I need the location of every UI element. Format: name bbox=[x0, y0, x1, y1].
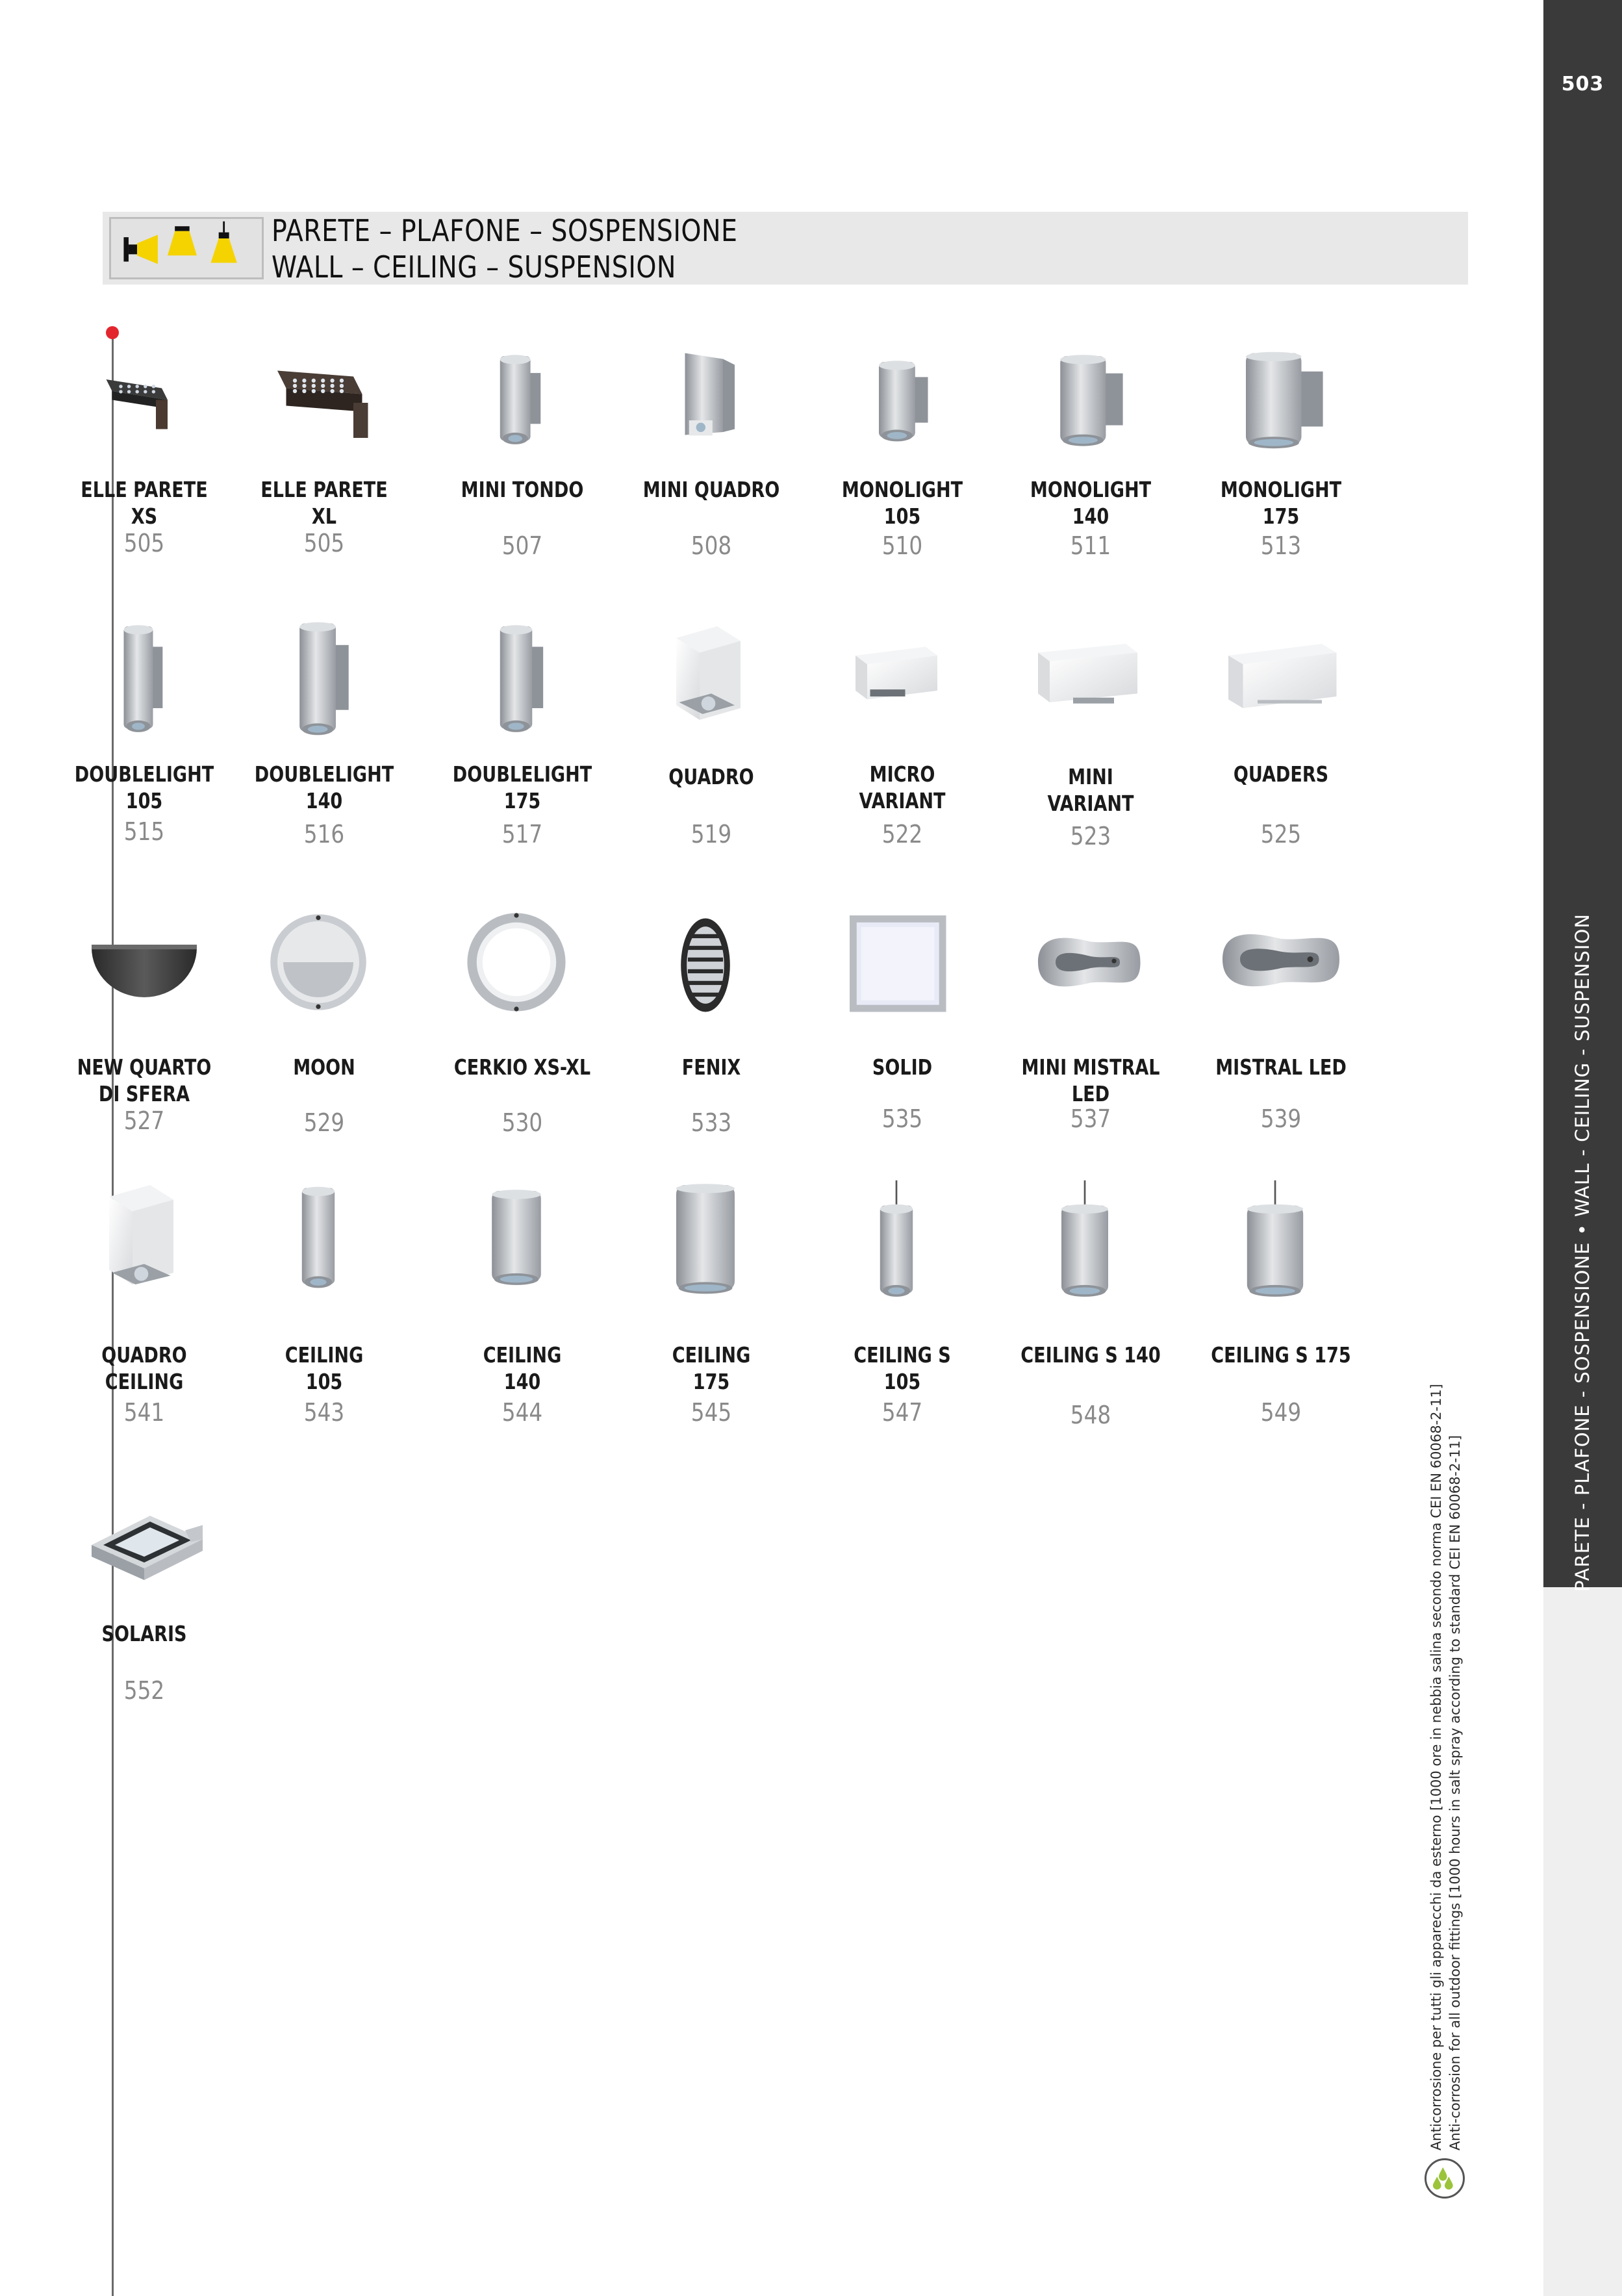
product-page-number: 547 bbox=[881, 1398, 923, 1427]
product-page-number: 515 bbox=[123, 817, 165, 846]
product-name: MOON bbox=[293, 1054, 355, 1080]
product-page-number: 541 bbox=[123, 1398, 165, 1427]
mini-variant-icon bbox=[1032, 617, 1149, 741]
product-name: CEILING 140 bbox=[483, 1342, 562, 1394]
product-page-number: 525 bbox=[1260, 820, 1302, 848]
quadro-icon bbox=[653, 617, 770, 741]
ceiling-s-175-icon bbox=[1223, 1176, 1339, 1299]
product-name: MONOLIGHT 140 bbox=[1030, 477, 1152, 529]
product-page-number: 530 bbox=[501, 1108, 543, 1137]
timeline-dot bbox=[106, 326, 119, 339]
product-page-number: 533 bbox=[691, 1108, 732, 1137]
product-page-number: 513 bbox=[1260, 531, 1302, 560]
product-page-number: 544 bbox=[501, 1398, 543, 1427]
ceiling-175-icon bbox=[653, 1176, 770, 1299]
product-name: MONOLIGHT 105 bbox=[841, 477, 963, 529]
product-name: QUADRO CEILING bbox=[101, 1342, 187, 1394]
ceiling-105-icon bbox=[266, 1176, 383, 1299]
monolight-175-icon bbox=[1223, 341, 1339, 465]
product-page-number: 519 bbox=[691, 820, 732, 848]
product-page-number: 505 bbox=[303, 529, 345, 557]
product-page-number: 537 bbox=[1070, 1104, 1111, 1133]
moon-icon bbox=[266, 906, 383, 1030]
product-name: MINI VARIANT bbox=[1047, 764, 1134, 816]
product-page-number: 505 bbox=[123, 529, 165, 557]
product-page-number: 539 bbox=[1260, 1104, 1302, 1133]
product-name: MINI TONDO bbox=[461, 477, 584, 502]
product-page-number: 548 bbox=[1070, 1401, 1111, 1429]
product-name: DOUBLELIGHT 175 bbox=[452, 761, 592, 813]
new-quarto-di-sfera-icon bbox=[86, 906, 203, 1030]
product-name: MINI MISTRAL LED bbox=[1021, 1054, 1160, 1106]
mini-tondo-icon bbox=[464, 341, 581, 465]
note-english: Anti-corrosion for all outdoor fittings [1000 hours in salt spray according to standard CEI EN 60068-2-11] bbox=[1447, 1435, 1463, 2150]
product-name: MICRO VARIANT bbox=[859, 761, 946, 813]
product-name: CEILING S 105 bbox=[854, 1342, 951, 1394]
product-page-number: 549 bbox=[1260, 1398, 1302, 1427]
product-name: NEW QUARTO DI SFERA bbox=[77, 1054, 212, 1106]
doublelight-140-icon bbox=[266, 617, 383, 741]
product-name: DOUBLELIGHT 140 bbox=[254, 761, 394, 813]
product-name: CERKIO XS-XL bbox=[453, 1054, 591, 1080]
ceiling-140-icon bbox=[464, 1176, 581, 1299]
doublelight-175-icon bbox=[464, 617, 581, 741]
quaders-icon bbox=[1223, 617, 1339, 741]
product-name: FENIX bbox=[681, 1054, 741, 1080]
mini-quadro-icon bbox=[653, 341, 770, 465]
product-page-number: 522 bbox=[881, 820, 923, 848]
monolight-140-icon bbox=[1032, 341, 1149, 465]
product-page-number: 523 bbox=[1070, 822, 1111, 850]
product-name: MISTRAL LED bbox=[1215, 1054, 1347, 1080]
wall-ceiling-suspension-icon bbox=[109, 217, 264, 279]
mistral-led-icon bbox=[1223, 906, 1339, 1030]
elle-parete-xs-icon bbox=[86, 341, 203, 465]
product-page-number: 511 bbox=[1070, 531, 1111, 560]
product-page-number: 545 bbox=[691, 1398, 732, 1427]
quadro-ceiling-icon bbox=[86, 1176, 203, 1299]
product-name: CEILING 105 bbox=[285, 1342, 364, 1394]
micro-variant-icon bbox=[844, 617, 961, 741]
page-title bbox=[272, 212, 737, 285]
product-page-number: 543 bbox=[303, 1398, 345, 1427]
product-page-number: 529 bbox=[303, 1108, 345, 1137]
title-italian: PARETE – PLAFONE – SOSPENSIONE bbox=[272, 213, 738, 248]
fenix-icon bbox=[653, 906, 770, 1030]
product-page-number: 552 bbox=[123, 1676, 165, 1705]
product-name: CEILING 175 bbox=[672, 1342, 751, 1394]
product-name: SOLARIS bbox=[101, 1621, 187, 1646]
product-page-number: 535 bbox=[881, 1104, 923, 1133]
product-name: SOLID bbox=[872, 1054, 933, 1080]
title-english: WALL – CEILING – SUSPENSION bbox=[272, 249, 676, 285]
side-section-caption: PARETE - PLAFONE - SOSPENSIONE • WALL - CEILING - SUSPENSION bbox=[1571, 913, 1593, 1592]
cerkio-icon bbox=[464, 906, 581, 1030]
product-name: MONOLIGHT 175 bbox=[1220, 477, 1342, 529]
elle-parete-xl-icon bbox=[266, 341, 383, 465]
solaris-icon bbox=[86, 1501, 203, 1624]
product-name: DOUBLELIGHT 105 bbox=[74, 761, 214, 813]
product-name: CEILING S 140 bbox=[1020, 1342, 1161, 1368]
anticorrosion-drops-icon bbox=[1425, 2158, 1465, 2199]
product-name: ELLE PARETE XS bbox=[81, 477, 208, 529]
product-name: QUADRO bbox=[668, 764, 754, 789]
product-name: MINI QUADRO bbox=[642, 477, 780, 502]
page-number: 503 bbox=[1561, 73, 1604, 96]
product-name: ELLE PARETE XL bbox=[260, 477, 388, 529]
product-page-number: 508 bbox=[691, 531, 732, 560]
product-page-number: 507 bbox=[501, 531, 543, 560]
ceiling-s-105-icon bbox=[844, 1176, 961, 1299]
product-page-number: 527 bbox=[123, 1106, 165, 1135]
product-name: QUADERS bbox=[1233, 761, 1329, 787]
product-page-number: 517 bbox=[501, 820, 543, 848]
solid-icon bbox=[844, 906, 961, 1030]
mini-mistral-led-icon bbox=[1032, 906, 1149, 1030]
product-name: CEILING S 175 bbox=[1211, 1342, 1351, 1368]
anticorrosion-note bbox=[1427, 1384, 1465, 2150]
doublelight-105-icon bbox=[86, 617, 203, 741]
note-italian: Anticorrosione per tutti gli apparecchi da esterno [1000 ore in nebbia salina secondo norma CEI EN 60068-2-11] bbox=[1428, 1384, 1444, 2150]
product-page-number: 516 bbox=[303, 820, 345, 848]
monolight-105-icon bbox=[844, 341, 961, 465]
product-page-number: 510 bbox=[881, 531, 923, 560]
ceiling-s-140-icon bbox=[1032, 1176, 1149, 1299]
